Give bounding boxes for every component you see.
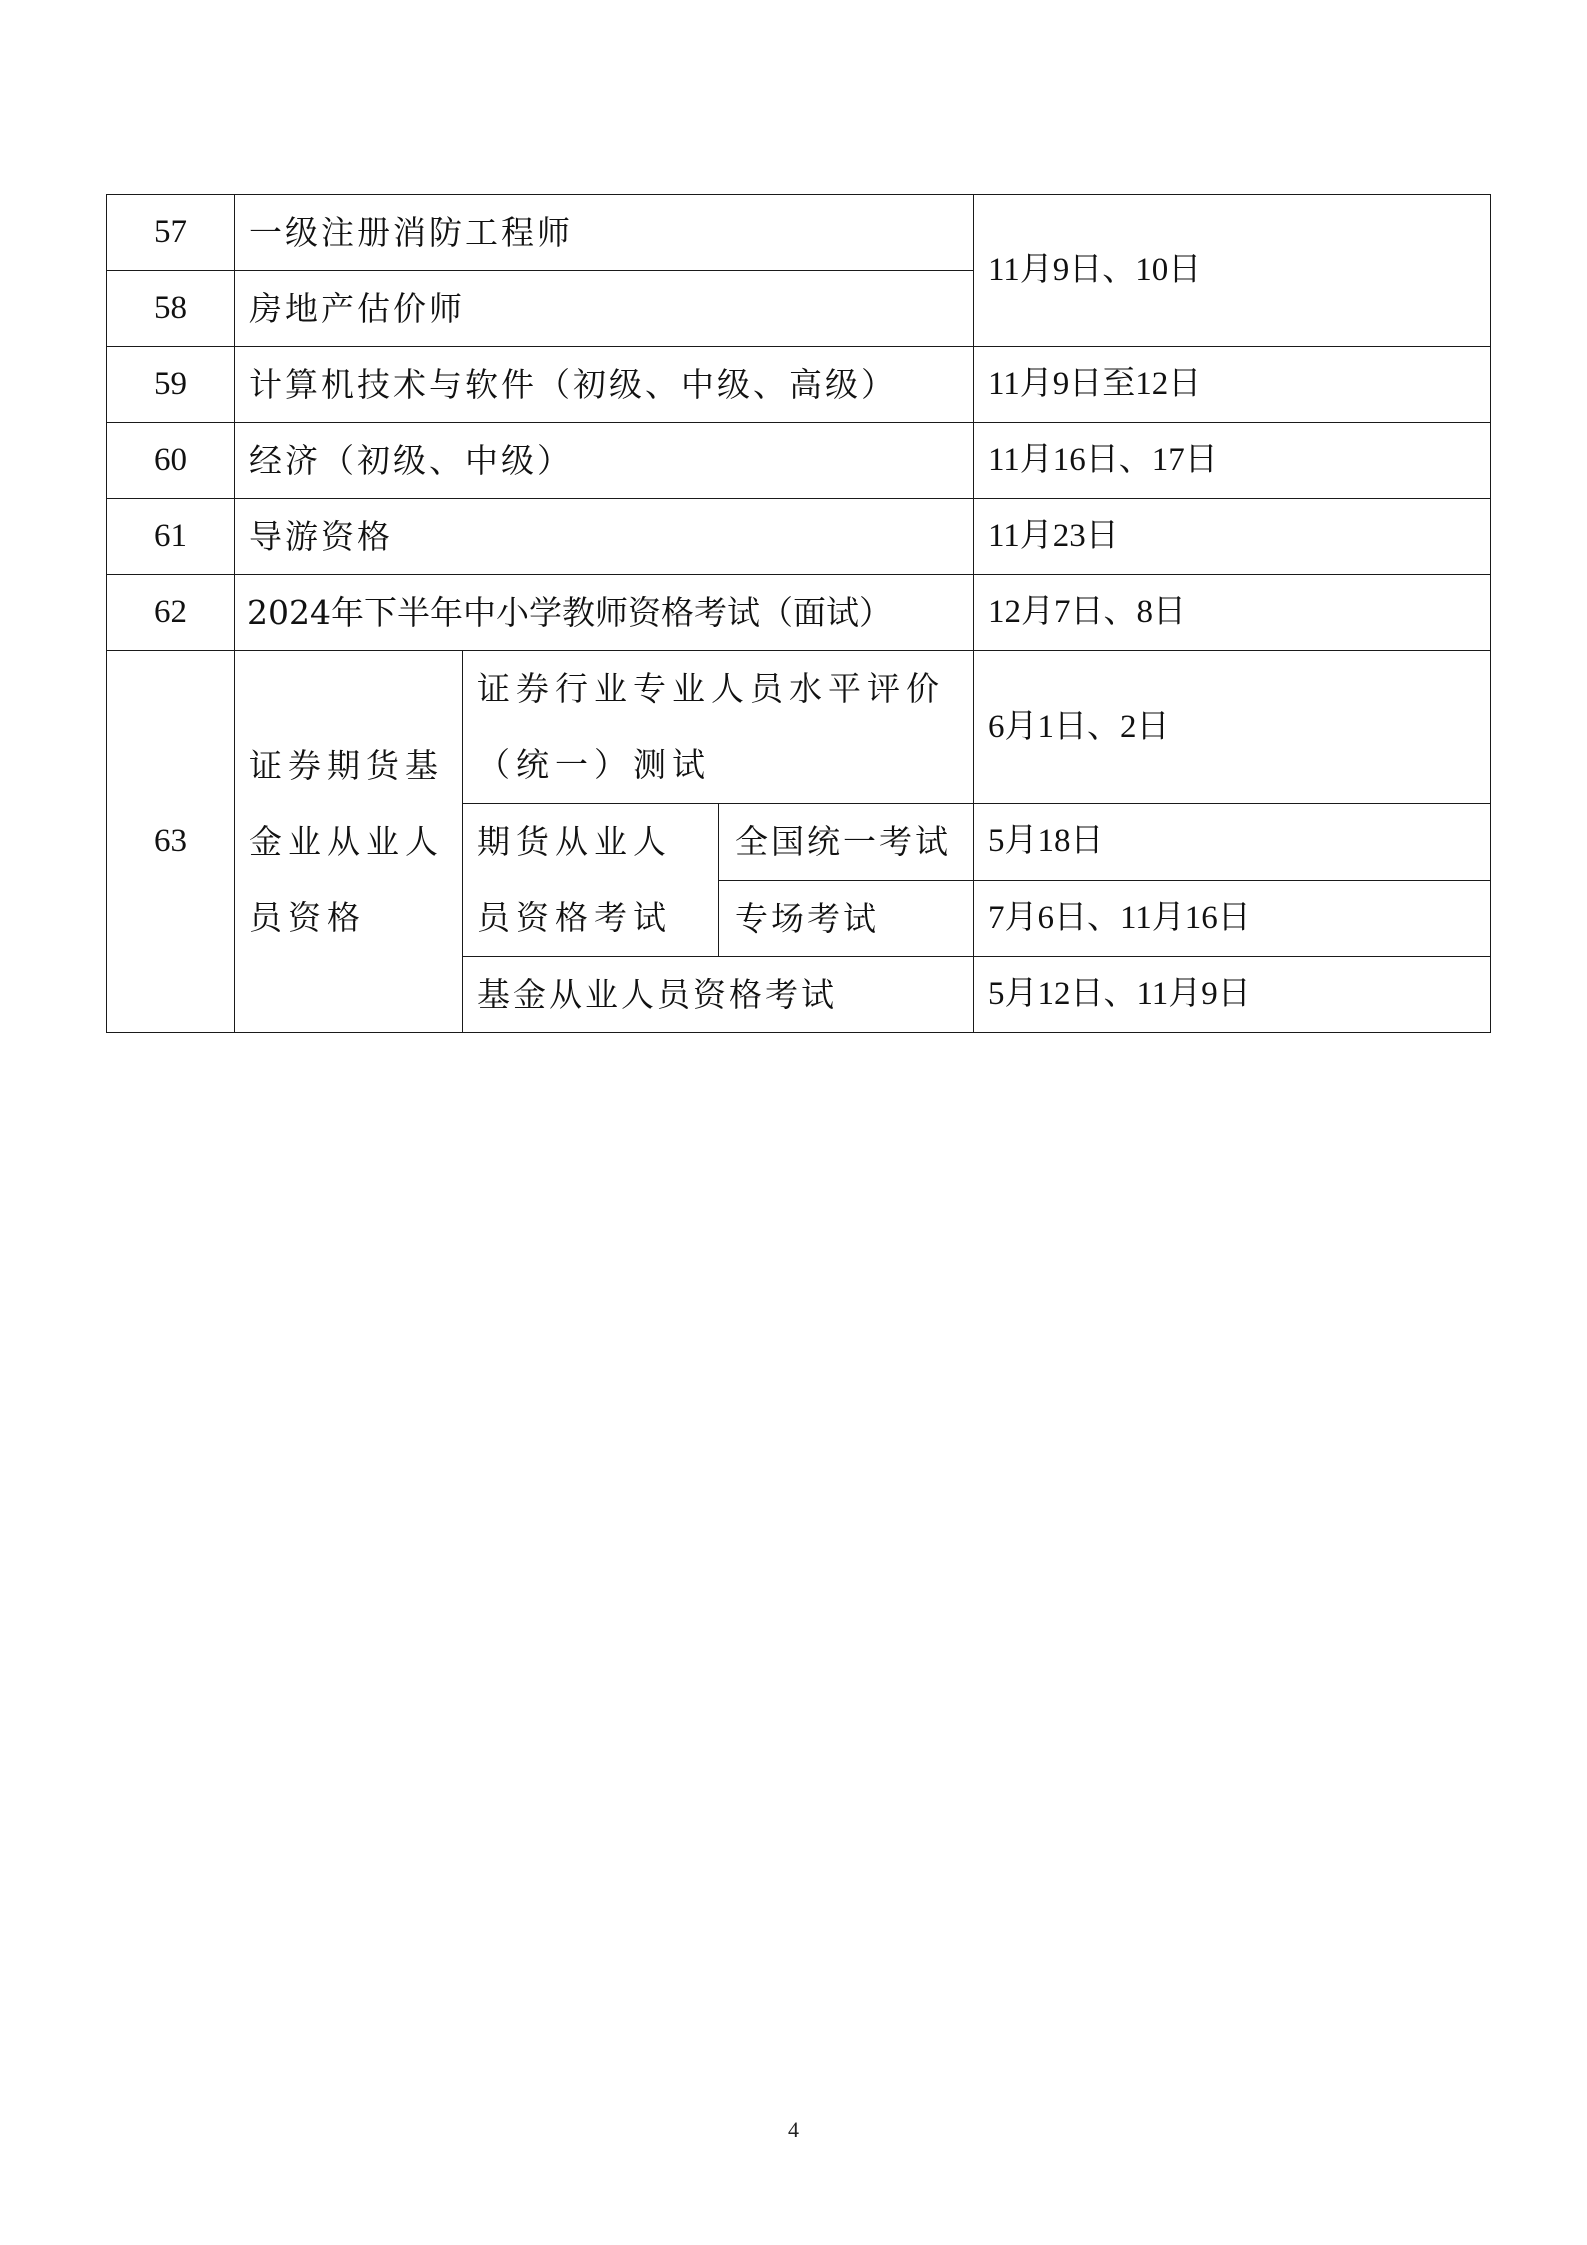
exam-name: 房地产估价师 [235, 271, 974, 347]
table-row [107, 651, 1491, 804]
row-number: 59 [107, 347, 235, 423]
exam-date: 11月9日至12日 [974, 347, 1491, 423]
row-number: 63 [107, 651, 235, 1033]
exam-category: 证券期货基金业从业人员资格 [235, 651, 463, 1033]
table-row [107, 195, 1491, 271]
page-number: 4 [788, 2117, 799, 2142]
exam-subtype: 全国统一考试 [719, 804, 974, 881]
exam-date: 5月18日 [974, 804, 1491, 881]
exam-name: 导游资格 [235, 499, 974, 575]
exam-name: 2024年下半年中小学教师资格考试（面试） [235, 575, 974, 651]
row-number: 61 [107, 499, 235, 575]
exam-date: 11月16日、17日 [974, 423, 1491, 499]
exam-date: 11月23日 [974, 499, 1491, 575]
table-row [107, 423, 1491, 499]
table-row [107, 347, 1491, 423]
row-number: 62 [107, 575, 235, 651]
exam-name: 基金从业人员资格考试 [463, 957, 974, 1033]
exam-date: 5月12日、11月9日 [974, 957, 1491, 1033]
exam-name: 计算机技术与软件（初级、中级、高级） [235, 347, 974, 423]
exam-name: 期货从业人员资格考试 [463, 804, 719, 957]
exam-date: 12月7日、8日 [974, 575, 1491, 651]
exam-schedule-table [106, 194, 1491, 1033]
exam-name: 经济（初级、中级） [235, 423, 974, 499]
exam-date: 11月9日、10日 [974, 195, 1491, 347]
row-number: 57 [107, 195, 235, 271]
exam-name: 一级注册消防工程师 [235, 195, 974, 271]
exam-date: 7月6日、11月16日 [974, 880, 1491, 957]
exam-subtype: 专场考试 [719, 880, 974, 957]
exam-date: 6月1日、2日 [974, 651, 1491, 804]
row-number: 58 [107, 271, 235, 347]
row-number: 60 [107, 423, 235, 499]
exam-name: 证券行业专业人员水平评价（统一）测试 [463, 651, 974, 804]
table-row [107, 499, 1491, 575]
table-row [107, 575, 1491, 651]
